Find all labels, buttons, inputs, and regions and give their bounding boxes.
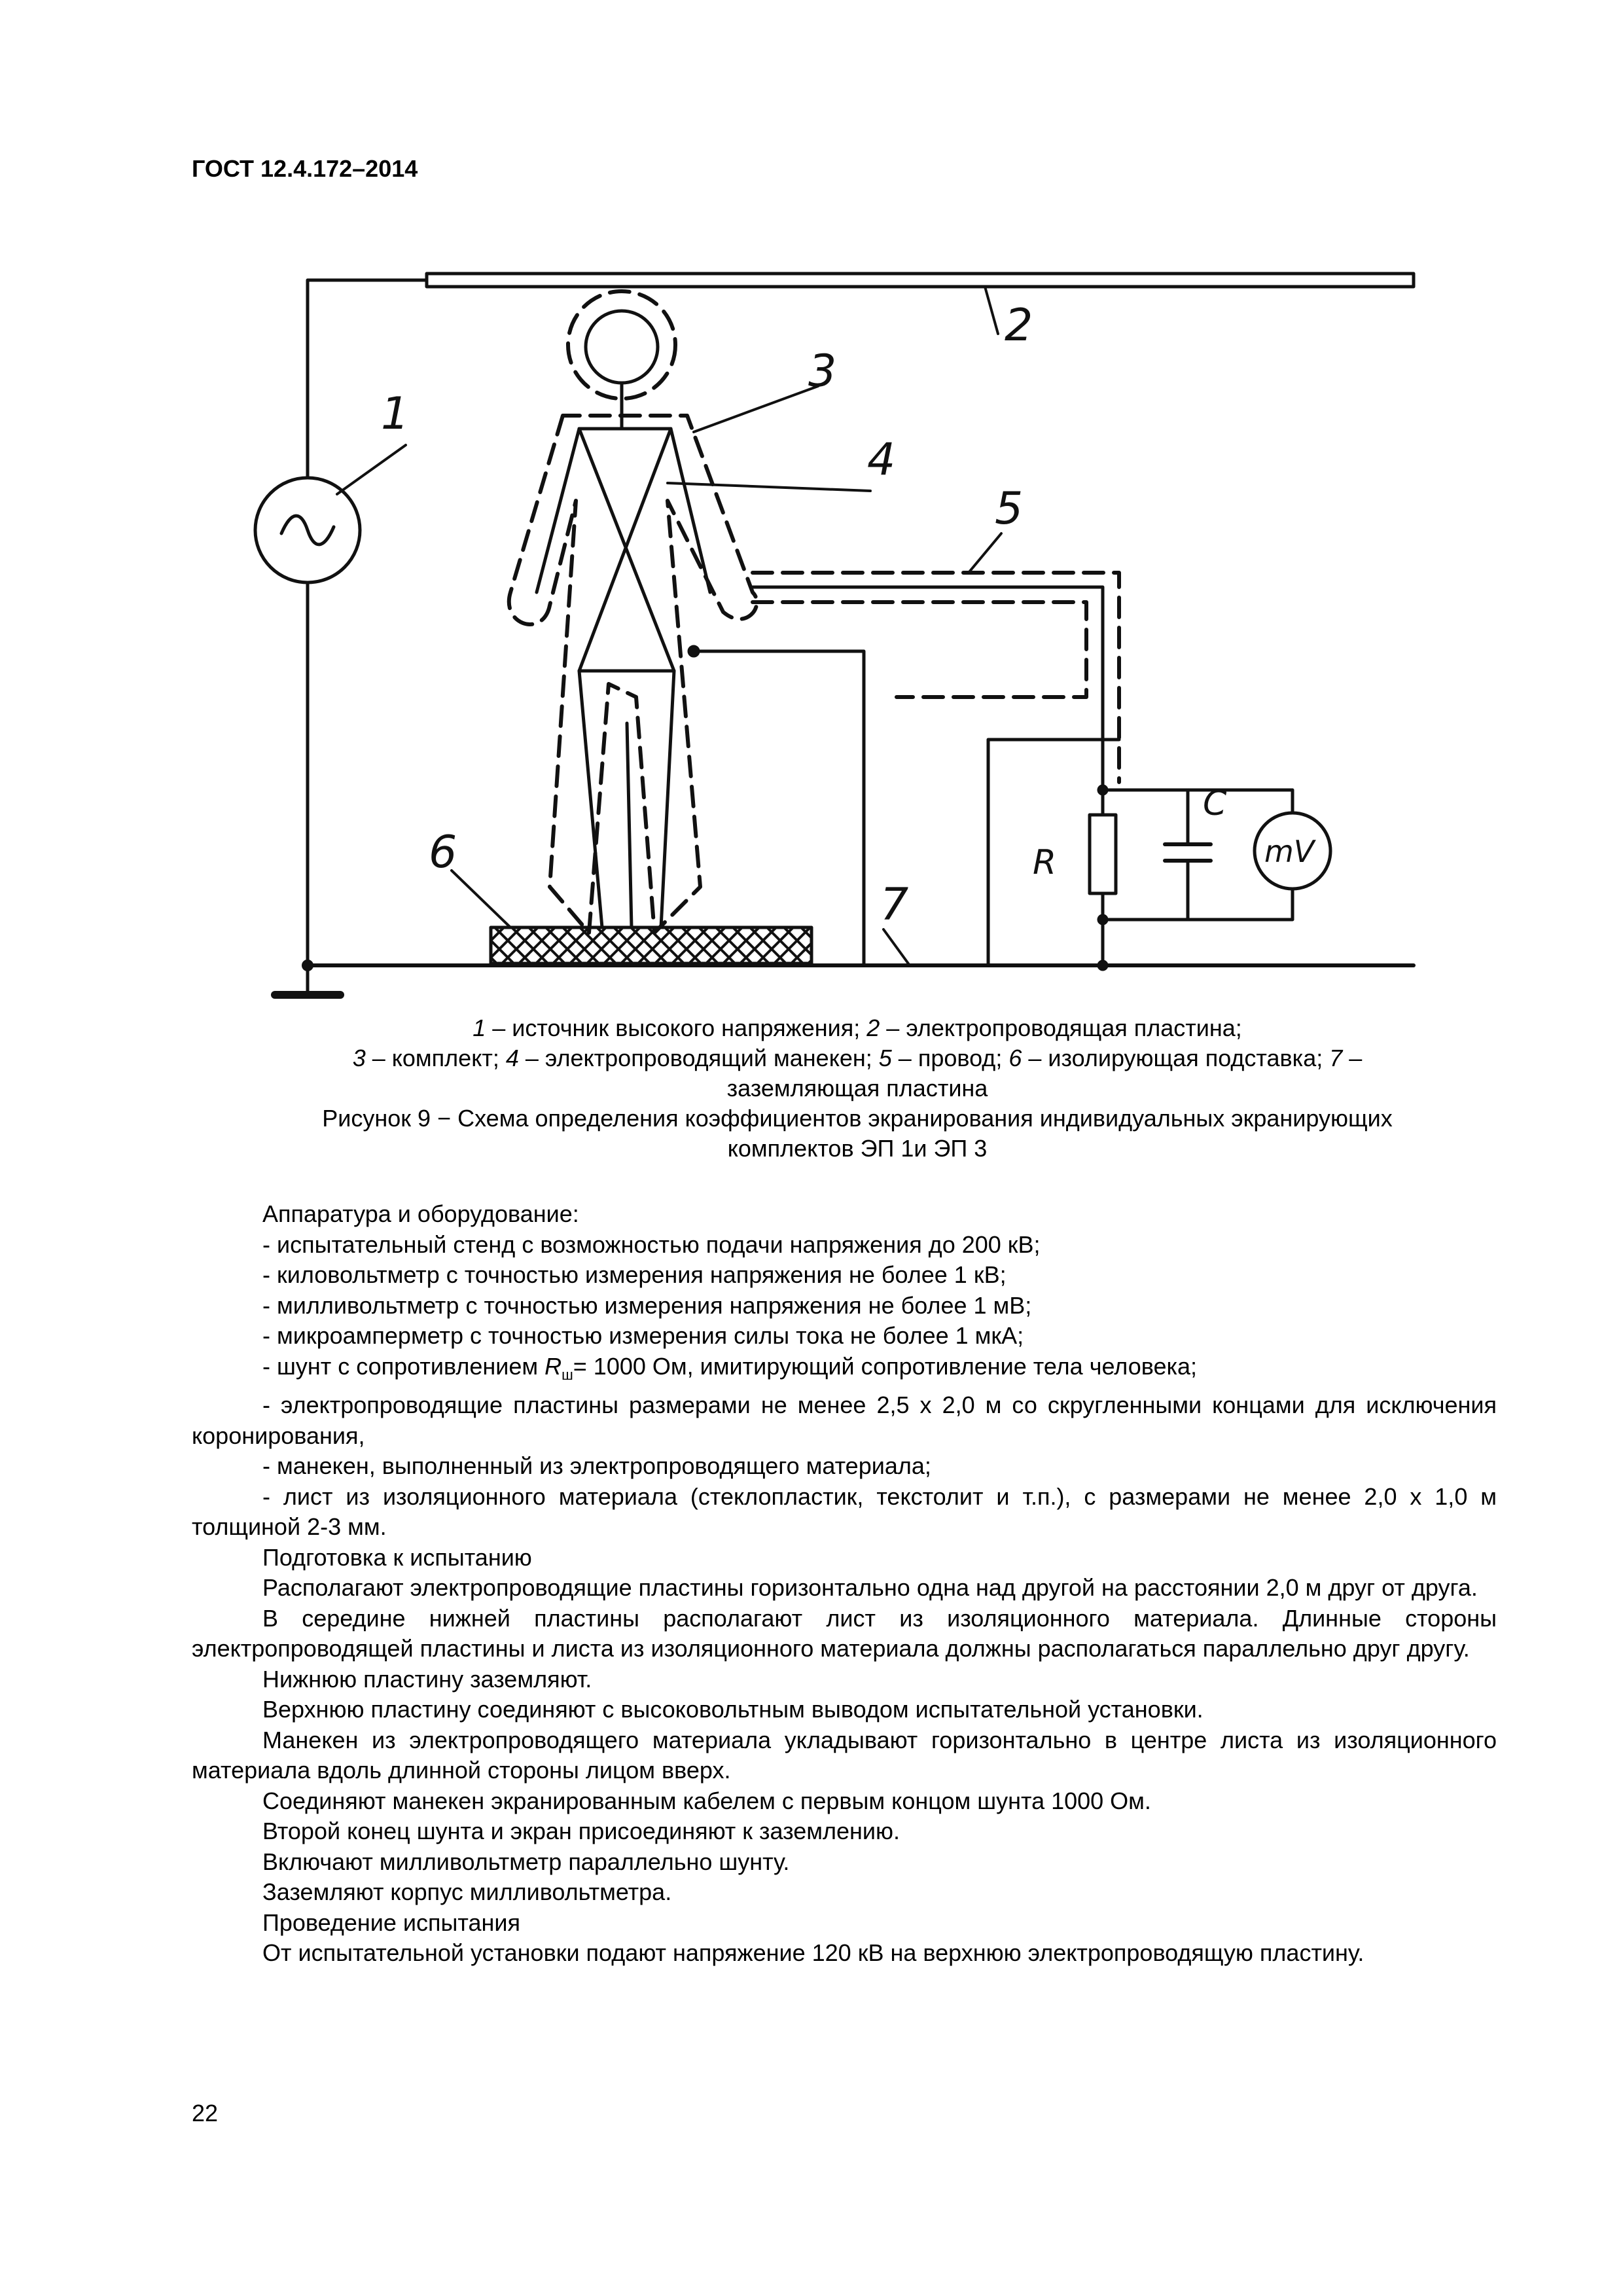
paragraph: Манекен из электропроводящего материала укладывают горизонтально в центре листа из изоляционного материала вдоль длинной стороны лицом вверх.: [192, 1726, 1497, 1784]
paragraph: Второй конец шунта и экран присоединяют к заземлению.: [262, 1818, 901, 1845]
paragraph: Нижнюю пластину заземляют.: [262, 1665, 592, 1693]
paragraph: Располагают электропроводящие пластины горизонтально одна над другой на расстоянии 2,0 м друг от друга.: [262, 1574, 1478, 1602]
list-item: - лист из изоляционного материала (стеклопластик, текстолит и т.п.), с размерами не менее 2,0 х 1,0 м толщиной 2-3 мм.: [192, 1482, 1497, 1541]
cable-core: [753, 587, 1103, 790]
paragraph: От испытательной установки подают напряжение 120 кВ на верхнюю электропроводящую пластину.: [262, 1939, 1364, 1967]
paragraph: В середине нижней пластины располагают лист из изоляционного материала. Длинные стороны электропроводящей пластины и листа из изоляционного материала должны располагаться параллельно друг другу.: [192, 1604, 1497, 1662]
list-item: - шунт с сопротивлением $R_ш= 1000$ Ом, имитирующий сопротивление тела человека;: [262, 1352, 1198, 1383]
legend-line-3: заземляющая пластина: [726, 1075, 988, 1102]
insulating-stand: [491, 927, 812, 963]
paragraph: Соединяют манекен экранированным кабелем с первым концом шунта 1000 Ом.: [262, 1787, 1151, 1814]
figure-9-schematic: [236, 226, 1479, 1011]
page-number: 22: [192, 2100, 219, 2126]
label-7: 7: [880, 879, 909, 931]
source-wire: [308, 280, 427, 965]
list-item: - милливольтметр с точностью измерения напряжения не более 1 мВ;: [262, 1291, 1032, 1319]
shunt-resistor: [1090, 815, 1116, 893]
schematic-drawing: [236, 226, 1479, 1011]
label-c: C: [1203, 784, 1227, 823]
label-3: 3: [808, 346, 837, 397]
paragraph: Верхнюю пластину соединяют с высоковольтным выводом испытательной установки.: [262, 1696, 1204, 1723]
label-2: 2: [1005, 300, 1033, 351]
mannequin-contact-wire: [694, 651, 864, 965]
list-item: - микроамперметр с точностью измерения силы тока не более 1 мкА;: [262, 1322, 1024, 1349]
label-4: 4: [867, 434, 896, 486]
list-item: - электропроводящие пластины размерами не менее 2,5 х 2,0 м со скругленными концами для исключения коронирования,: [192, 1391, 1497, 1449]
top-conductive-plate: [427, 274, 1414, 287]
legend-line-2: 3 – комплект; 4 – электропроводящий манекен; 5 – провод; 6 – изолирующая подставка; 7 –: [352, 1045, 1363, 1071]
paragraph: Аппаратура и оборудование:: [262, 1200, 579, 1227]
label-mv: mV: [1264, 834, 1315, 869]
figure-title: Рисунок 9 − Схема определения коэффициентов экранирования индивидуальных экранирующих комплектов ЭП 1и ЭП 3: [322, 1105, 1393, 1162]
list-item: - киловольтметр с точностью измерения напряжения не более 1 кВ;: [262, 1261, 1007, 1288]
legend-line-1: 1 – источник высокого напряжения; 2 – электропроводящая пластина;: [473, 1014, 1242, 1041]
body-text: [192, 1199, 1497, 1969]
paragraph: Заземляют корпус милливольтметра.: [262, 1878, 672, 1906]
label-6: 6: [429, 827, 457, 878]
label-5: 5: [995, 483, 1024, 535]
paragraph: Включают милливольтметр параллельно шунту.: [262, 1848, 790, 1875]
document-code-header: ГОСТ 12.4.172–2014: [192, 155, 418, 182]
list-item: - манекен, выполненный из электропроводящего материала;: [262, 1452, 931, 1480]
section-heading: Подготовка к испытанию: [262, 1543, 532, 1571]
mannequin: [537, 311, 710, 927]
shielding-suit-outline: [509, 291, 757, 933]
figure-legend: [216, 1013, 1499, 1103]
shielded-cable: [753, 573, 1119, 782]
label-1: 1: [381, 388, 410, 440]
section-heading: Проведение испытания: [262, 1909, 520, 1936]
label-r: R: [1033, 843, 1057, 882]
list-item: - испытательный стенд с возможностью подачи напряжения до 200 кВ;: [262, 1230, 1041, 1258]
